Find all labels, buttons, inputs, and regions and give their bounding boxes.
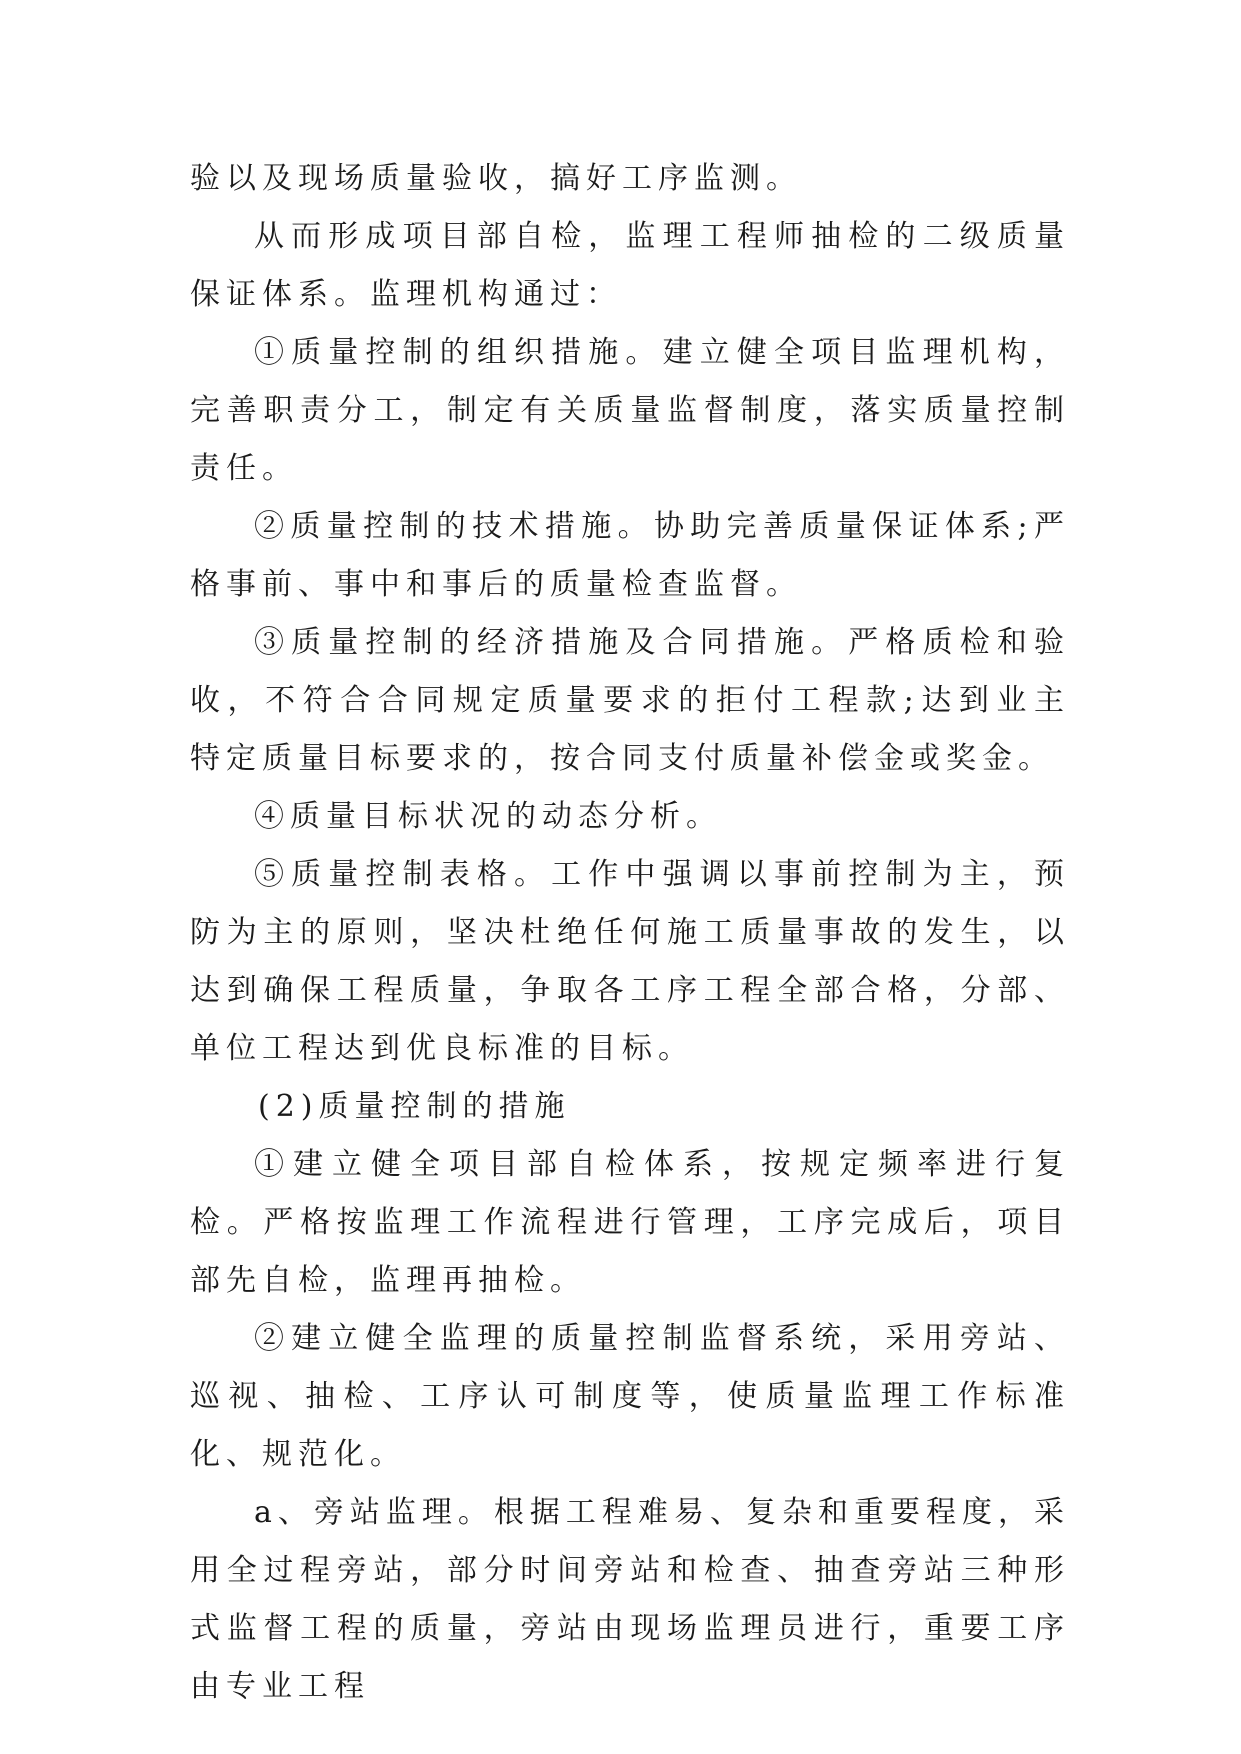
- section-heading-quality-measures: (2)质量控制的措施: [258, 1089, 571, 1124]
- paragraph-technical-measures: ②质量控制的技术措施。协助完善质量保证体系;严格事前、事中和事后的质量检查监督。: [190, 509, 1070, 602]
- paragraph-dynamic-analysis: ④质量目标状况的动态分析。: [254, 799, 722, 834]
- paragraph-supervision-system: ②建立健全监理的质量控制监督系统，采用旁站、巡视、抽检、工序认可制度等，使质量监理工作标准化、规范化。: [190, 1321, 1070, 1472]
- paragraph-control-forms: ⑤质量控制表格。工作中强调以事前控制为主，预防为主的原则，坚决杜绝任何施工质量事故的发生，以达到确保工程质量，争取各工序工程全部合格，分部、单位工程达到优良标准的目标。: [190, 857, 1070, 1066]
- paragraph-economic-measures: ③质量控制的经济措施及合同措施。严格质检和验收，不符合合同规定质量要求的拒付工程款;达到业主特定质量目标要求的，按合同支付质量补偿金或奖金。: [190, 625, 1070, 776]
- paragraph-side-station: a、旁站监理。根据工程难易、复杂和重要程度，采用全过程旁站，部分时间旁站和检查、抽查旁站三种形式监督工程的质量，旁站由现场监理员进行，重要工序由专业工程: [190, 1495, 1070, 1704]
- paragraph-self-inspection: ①建立健全项目部自检体系，按规定频率进行复检。严格按监理工作流程进行管理，工序完成后，项目部先自检，监理再抽检。: [190, 1147, 1070, 1298]
- paragraph-organizational-measures: ①质量控制的组织措施。建立健全项目监理机构，完善职责分工，制定有关质量监督制度，落实质量控制责任。: [190, 335, 1070, 486]
- paragraph-qa-system: 从而形成项目部自检，监理工程师抽检的二级质量保证体系。监理机构通过：: [190, 219, 1070, 312]
- paragraph-continuation: 验以及现场质量验收，搞好工序监测。: [190, 161, 802, 196]
- body-text: [190, 150, 1070, 1716]
